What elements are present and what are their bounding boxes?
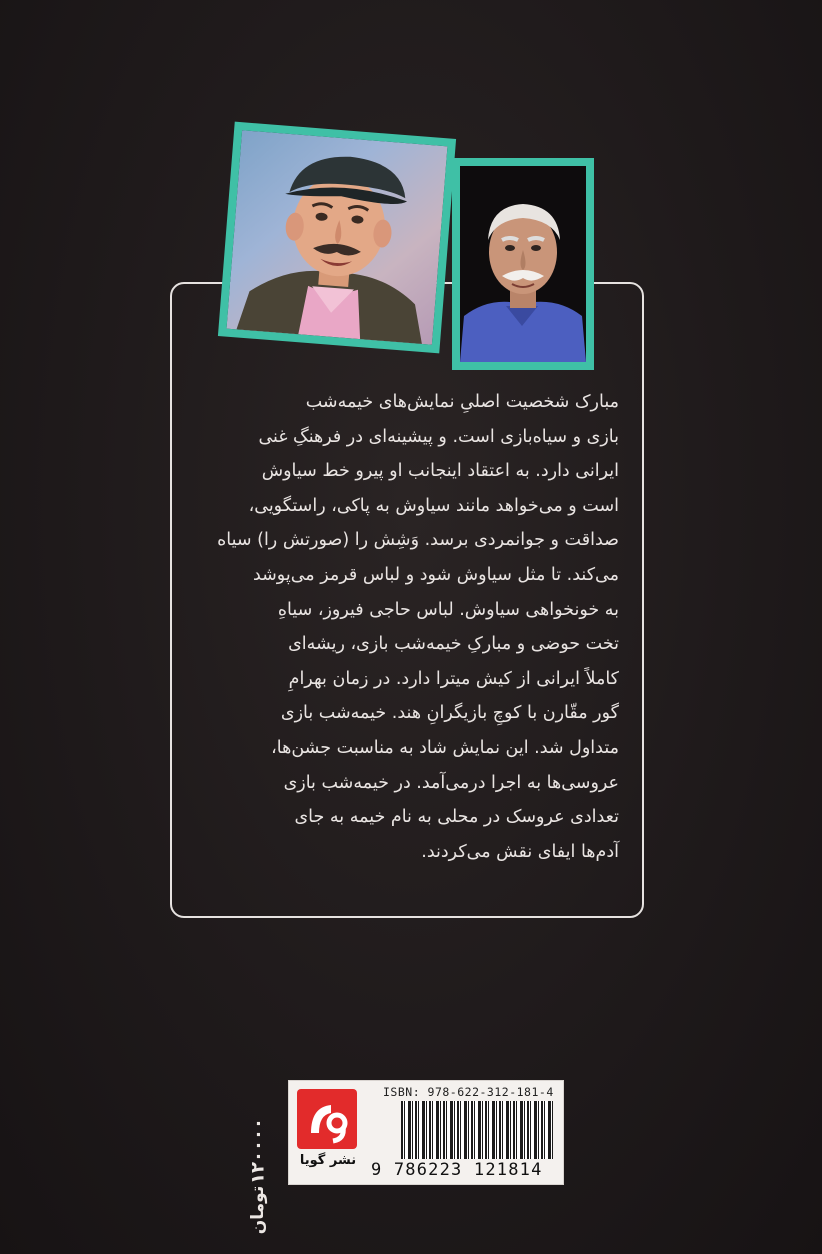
barcode-panel <box>288 1080 564 1185</box>
barcode-icon <box>401 1101 553 1159</box>
blurb-line: صداقت و جوانمردی برسد. وَشِش را (صورتش را) سیاه <box>217 530 619 551</box>
portrait-photo-icon <box>227 130 448 345</box>
blurb-line: تعدادی عروسک در محلی به نام خیمه به جای <box>294 807 619 828</box>
blurb-line: آدم‌ها ایفای نقش می‌کردند. <box>421 841 619 862</box>
portrait-photo-icon <box>460 166 586 362</box>
isbn-label: ISBN: 978-622-312-181-4 <box>383 1085 554 1099</box>
blurb-line: کاملاً ایرانی از کیش میترا دارد. در زمان بهرامِ <box>288 668 619 689</box>
publisher-logo-icon <box>297 1089 357 1149</box>
price-label <box>238 1095 278 1235</box>
blurb-line: ایرانی دارد. به اعتقاد اینجانب او پیرو خط سیاوش <box>261 461 619 482</box>
barcode-number: 9 786223 121814 <box>371 1160 543 1180</box>
blurb-line: عروسی‌ها به اجرا درمی‌آمد. در خیمه‌شب بازی <box>283 772 619 793</box>
blurb-text <box>195 385 619 869</box>
blurb-line: است و می‌خواهد مانند سیاوش به پاکی، راستگویی، <box>248 495 619 516</box>
photo-actor-cap <box>218 122 456 354</box>
photo-actor-white-hair <box>452 158 594 370</box>
price-currency: تومان <box>248 1185 268 1235</box>
blurb-line: به خونخواهی سیاوش. لباس حاجی فیروز، سیاهِ <box>277 599 619 620</box>
blurb-line: مبارک شخصیت اصلیِ نمایش‌های خیمه‌شب <box>305 392 619 412</box>
blurb-line: متداول شد. این نمایش شاد به مناسبت جشن‌ها، <box>271 737 619 758</box>
blurb-line: می‌کند. تا مثل سیاوش شود و لباس قرمز می‌پوشد <box>252 564 619 585</box>
blurb-line: تخت حوضی و مبارکِ خیمه‌شب بازی، ریشه‌ای <box>288 634 619 655</box>
blurb-line: بازی و سیاه‌بازی است. و پیشینه‌ای در فرهنگِ غنی <box>258 426 619 447</box>
blurb-line: گور مقّارن با کوچِ بازیگرانِ هند. خیمه‌شب بازی <box>280 703 619 724</box>
publisher-name: نشر گویا <box>299 1153 357 1168</box>
price-amount: ۱۲۰۰۰۰ <box>247 1118 269 1184</box>
